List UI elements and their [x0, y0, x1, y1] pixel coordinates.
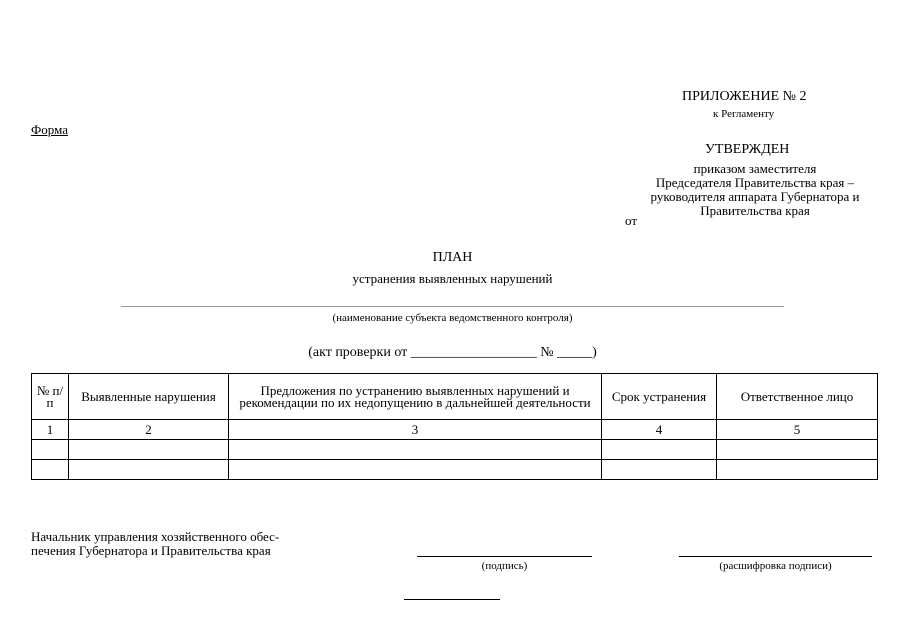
table-cell[interactable]	[602, 440, 717, 460]
appendix-subtitle: к Регламенту	[713, 108, 775, 120]
chief-title-line: Начальник управления хозяйственного обес-	[31, 529, 280, 544]
approval-line: Председателя Правительства края –	[655, 175, 855, 190]
table-cell[interactable]	[229, 440, 602, 460]
signature-decode-line[interactable]	[679, 556, 872, 557]
table-numbering-row	[32, 420, 878, 440]
table-cell[interactable]	[229, 460, 602, 480]
table-cell[interactable]	[32, 460, 69, 480]
table-header-row	[32, 374, 878, 420]
column-number: 2	[69, 420, 229, 440]
approval-order	[620, 162, 890, 218]
table-cell[interactable]	[602, 460, 717, 480]
header-cell-violations: Выявленные нарушения	[69, 374, 229, 420]
column-number: 1	[32, 420, 69, 440]
plan-title: ПЛАН	[432, 250, 473, 265]
form-label: Форма	[31, 122, 68, 137]
signature-caption: (подпись)	[481, 560, 528, 572]
subject-caption: (наименование субъекта ведомственного контроля)	[332, 312, 573, 324]
date-line[interactable]	[404, 599, 500, 600]
subject-name-line[interactable]	[121, 306, 784, 307]
approval-date-label: от	[625, 213, 638, 228]
plan-table	[31, 373, 878, 480]
table-cell[interactable]	[32, 440, 69, 460]
approval-line: приказом заместителя	[693, 161, 817, 176]
table-row	[32, 440, 878, 460]
header-cell-number: № п/п	[32, 374, 69, 420]
header-cell-proposals: Предложения по устранению выявленных нарушений и рекомендации по их недопущению в дальнейшей деятельности	[229, 374, 602, 420]
chief-title	[31, 530, 351, 558]
plan-subtitle: устранения выявленных нарушений	[352, 271, 553, 286]
signature-line[interactable]	[417, 556, 592, 557]
column-number: 4	[602, 420, 717, 440]
chief-title-line: печения Губернатора и Правительства края	[31, 543, 271, 558]
approval-line: Правительства края	[700, 203, 810, 218]
signature-decode-caption: (расшифровка подписи)	[719, 560, 832, 572]
approval-line: руководителя аппарата Губернатора и	[650, 189, 860, 204]
table-cell[interactable]	[69, 460, 229, 480]
column-number: 5	[717, 420, 878, 440]
table-cell[interactable]	[717, 460, 878, 480]
appendix-title: ПРИЛОЖЕНИЕ № 2	[682, 89, 807, 104]
table-cell[interactable]	[69, 440, 229, 460]
approval-heading: УТВЕРЖДЕН	[705, 142, 790, 157]
table-cell[interactable]	[717, 440, 878, 460]
inspection-act-line: (акт проверки от __________________ № _____)	[308, 345, 597, 360]
column-number: 3	[229, 420, 602, 440]
header-cell-deadline: Срок устранения	[602, 374, 717, 420]
table-row	[32, 460, 878, 480]
header-cell-responsible: Ответственное лицо	[717, 374, 878, 420]
